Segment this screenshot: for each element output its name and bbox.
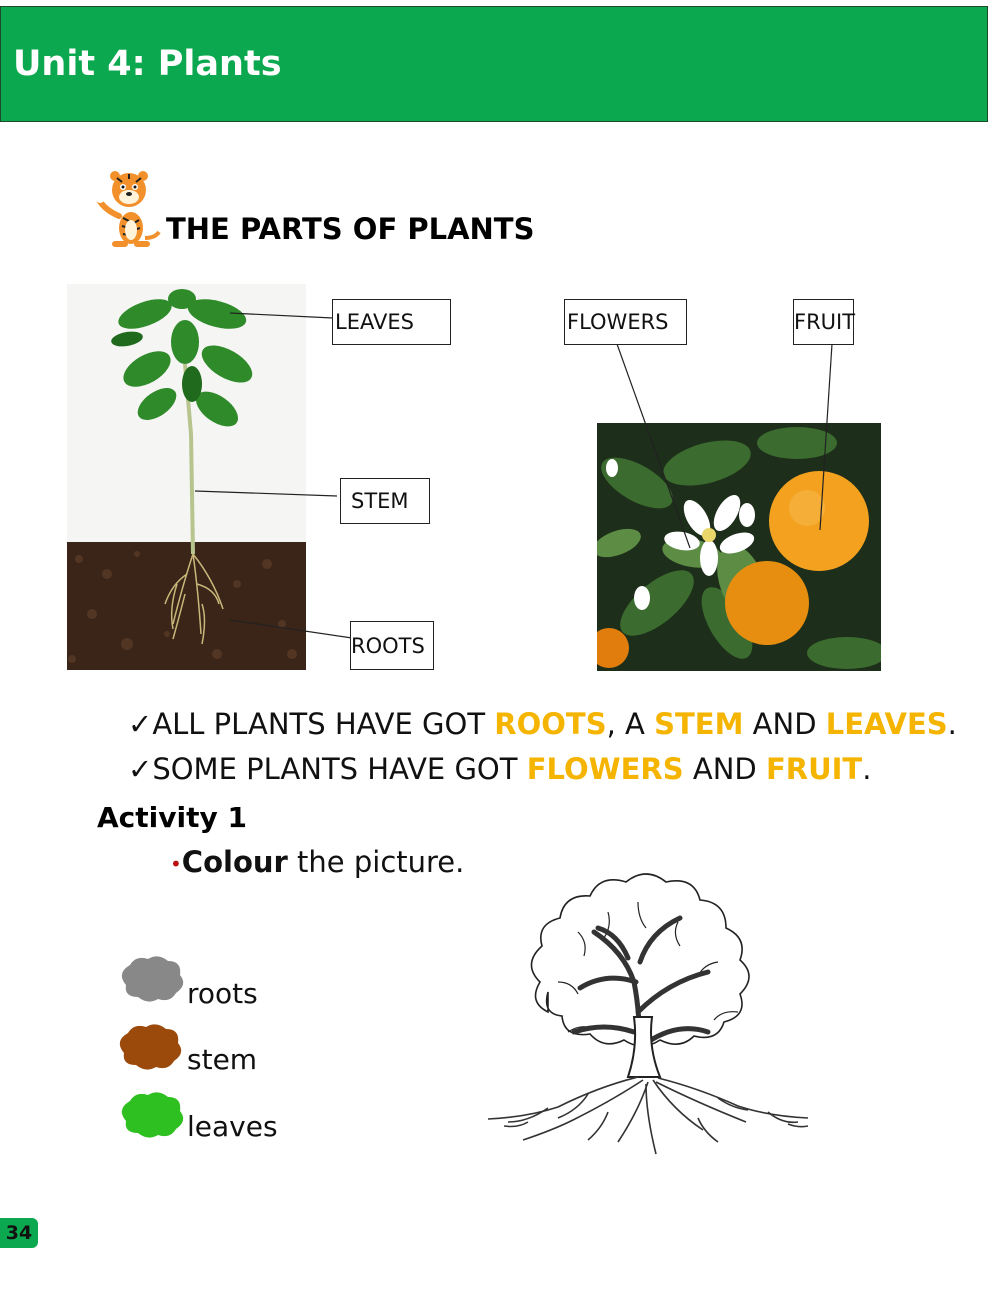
bullet-icon: • xyxy=(170,852,182,876)
statement-all-plants: ✓ALL PLANTS HAVE GOT ROOTS, A STEM AND LEAVES. xyxy=(128,707,957,741)
grey-blob-icon xyxy=(116,955,188,1007)
highlight-flowers: FLOWERS xyxy=(526,752,684,786)
section-title: THE PARTS OF PLANTS xyxy=(166,212,535,246)
green-blob-icon xyxy=(116,1091,188,1143)
activity-title: Activity 1 xyxy=(97,801,247,834)
highlight-stem: STEM xyxy=(654,707,744,741)
label-roots: ROOTS xyxy=(350,621,434,670)
activity-instruction: •Colour the picture. xyxy=(170,845,465,879)
label-leaves: LEAVES xyxy=(332,299,451,345)
highlight-roots: ROOTS xyxy=(494,707,607,741)
check-icon: ✓ xyxy=(128,752,153,786)
page-number: 34 xyxy=(0,1218,38,1248)
key-label-leaves: leaves xyxy=(187,1110,278,1143)
highlight-leaves: LEAVES xyxy=(825,707,948,741)
key-label-stem: stem xyxy=(187,1043,258,1076)
label-fruit: FRUIT xyxy=(793,299,854,345)
highlight-fruit: FRUIT xyxy=(765,752,863,786)
unit-title: Unit 4: Plants xyxy=(13,44,282,84)
tree-colouring-image xyxy=(488,862,810,1158)
key-label-roots: roots xyxy=(187,977,258,1010)
statement-some-plants: ✓SOME PLANTS HAVE GOT FLOWERS AND FRUIT. xyxy=(128,752,872,786)
label-stem: STEM xyxy=(340,478,430,524)
check-icon: ✓ xyxy=(128,707,153,741)
brown-blob-icon xyxy=(114,1023,186,1075)
label-flowers: FLOWERS xyxy=(564,299,687,345)
